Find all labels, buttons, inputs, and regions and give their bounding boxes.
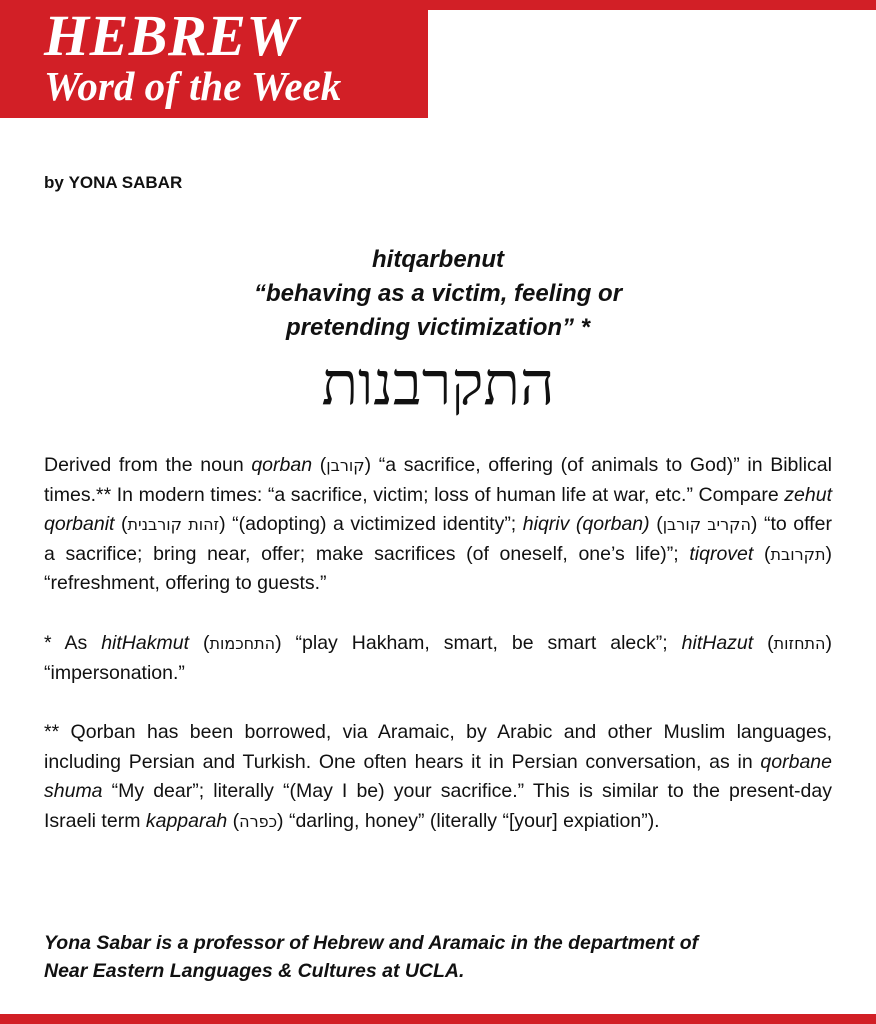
headword-hebrew: התקרבנות bbox=[321, 349, 555, 419]
hebrew-term: תקרובת bbox=[770, 544, 826, 564]
byline bbox=[44, 173, 182, 193]
text-run: “My dear”; literally “(May I be) your sacrifice.” This is similar to the present-day Israeli term bbox=[44, 780, 832, 832]
hebrew-term: קורבן bbox=[326, 456, 365, 475]
headword-term: hitqarbenut bbox=[372, 246, 504, 273]
term-italic: qorbane shuma bbox=[44, 750, 832, 802]
text-run: ) “to offer a sacrifice; bring near, offer; make sacrifices (of oneself, one’s life)”; bbox=[44, 513, 832, 565]
hebrew-term: זהות קורבנית bbox=[127, 515, 220, 534]
term-italic: zehut qorbanit bbox=[44, 483, 832, 535]
etymology-paragraph bbox=[44, 451, 832, 599]
byline-author: YONA SABAR bbox=[68, 173, 183, 192]
author-bio-line1: Yona Sabar is a professor of Hebrew and Aramaic in the department of bbox=[44, 932, 699, 954]
author-bio bbox=[44, 929, 844, 985]
text-run: ) “a sacrifice, offering (of animals to God)” in Biblical times.** In modern times: “a sacrifice, victim; loss of human life at war, etc.” Compare bbox=[44, 454, 832, 506]
text-run: ) “(adopting) a victimized identity”; bbox=[219, 513, 523, 535]
headword-definition-line1: “behaving as a victim, feeling or bbox=[253, 280, 623, 307]
term-italic: hitHazut bbox=[681, 632, 754, 654]
text-run: ) “refreshment, offering to guests.” bbox=[44, 542, 832, 594]
hebrew-term: התחזות bbox=[773, 634, 826, 653]
hebrew-term: הקריב קורבן bbox=[662, 515, 751, 534]
masthead-subtitle: Word of the Week bbox=[44, 63, 342, 109]
term-italic: hiqriv (qorban) bbox=[522, 513, 650, 535]
hebrew-term: כפרה bbox=[239, 811, 278, 831]
author-bio-line2: Near Eastern Languages & Cultures at UCLA. bbox=[44, 960, 465, 982]
text-run: Derived from the noun bbox=[44, 454, 252, 476]
text-run: * As bbox=[44, 632, 102, 654]
text-run: ( bbox=[649, 513, 663, 535]
hebrew-term: התחכמות bbox=[209, 634, 276, 653]
text-run: ( bbox=[753, 632, 774, 654]
text-run: ( bbox=[114, 513, 128, 535]
text-run: ** Qorban has been borrowed, via Aramaic, by Arabic and other Muslim languages, including Persian and Turkish. One often hears it in Persian conversation, as in bbox=[44, 721, 832, 773]
text-run: ) “darling, honey” (literally “[your] expiation”). bbox=[277, 809, 660, 832]
bottom-red-rule bbox=[0, 1014, 876, 1024]
footnote-one-paragraph bbox=[44, 629, 832, 688]
term-italic: tiqrovet bbox=[689, 542, 754, 565]
term-italic: qorban bbox=[251, 454, 313, 476]
masthead-title: HEBREW bbox=[44, 3, 299, 68]
masthead-banner bbox=[0, 0, 428, 118]
text-run: ( bbox=[227, 809, 240, 832]
text-run: ) “play Hakham, smart, be smart aleck”; bbox=[275, 632, 682, 654]
text-run: ( bbox=[188, 632, 210, 654]
headword-definition bbox=[0, 277, 876, 345]
footnote-two-paragraph bbox=[44, 718, 832, 836]
term-italic: kapparah bbox=[145, 809, 228, 832]
term-italic: hitHakmut bbox=[101, 632, 189, 654]
headword-definition-line2: pretending victimization” * bbox=[285, 314, 591, 341]
text-run: ( bbox=[753, 542, 771, 565]
text-run: ( bbox=[312, 454, 327, 476]
text-run: ) “impersonation.” bbox=[44, 632, 832, 684]
byline-prefix: by bbox=[44, 173, 64, 192]
